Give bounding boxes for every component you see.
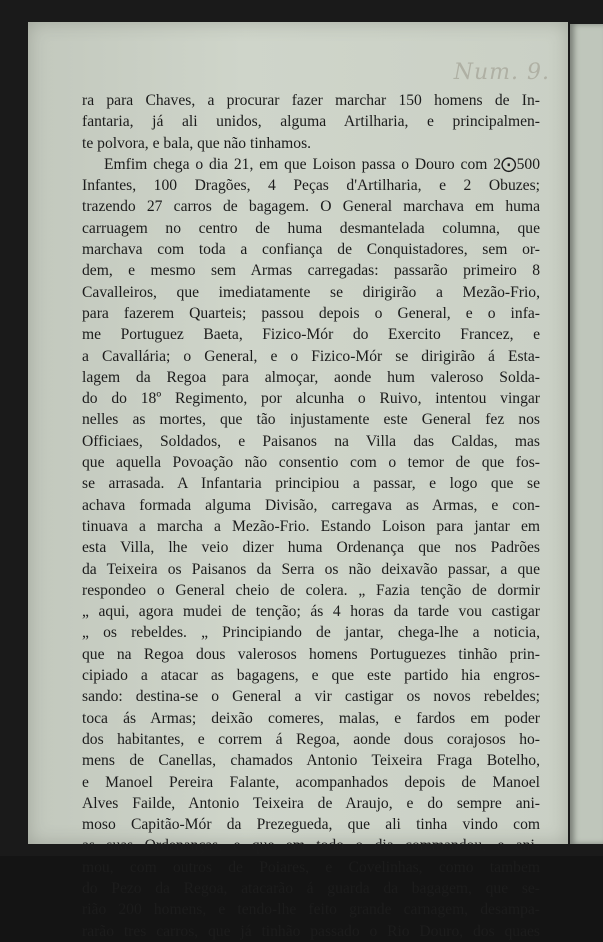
text-line: rião 200 homens, e tendo-lhe feito grande carnagem, desampa- — [82, 901, 540, 919]
text-line: moso Capitão-Mór da Prezegueda, que ali tinha vindo com — [82, 816, 540, 834]
text-line: trazendo 27 carros de bagagem. O General marchava em huma — [82, 198, 540, 216]
text-line: Officiaes, Soldados, e Paisanos na Villa das Caldas, mas — [82, 432, 540, 450]
text-line: que na Regoa dous valerosos homens Portuguezes tinhão prin- — [82, 645, 540, 663]
text-line: lagem da Regoa para almoçar, aonde hum valeroso Solda- — [82, 368, 540, 386]
text-line: Infantes, 100 Dragões, 4 Peças d'Artilharia, e 2 Obuzes; — [82, 177, 540, 195]
text-line: esta Villa, lhe veio dizer huma Ordenança que nos Padrões — [82, 539, 540, 557]
text-line: marchava com toda a confiança de Conquistadores, sem or- — [82, 241, 540, 259]
text-line: respondeo o General cheio de colera. „ Fazia tenção de dormir — [82, 581, 540, 599]
text-line: para fazerem Quarteis; passou depois o General, e o infa- — [82, 304, 540, 322]
text-line: mou, com outros de Poiares, e Covelinhas, como tambem — [82, 858, 540, 876]
text-line: „ os rebeldes. „ Principiando de jantar, chega-lhe a noticia, — [82, 624, 540, 642]
text-line: do Pezo da Regoa, atacarão á guarda da bagagem, que se- — [82, 879, 540, 897]
text-line: que aquella Povoação não consentio com o temor de que fos- — [82, 454, 540, 472]
text-line: fantaria, já ali unidos, alguma Artilharia, e principalmen- — [82, 113, 540, 131]
text-line: a Cavallária; o General, e o Fizico-Mór se dirigirão á Esta- — [82, 347, 540, 365]
text-line: Cavalleiros, que imediatamente se dirigirão a Mezão-Frio, — [82, 283, 540, 301]
text-line: dos habitantes, e correm á Regoa, aonde dous corajosos ho- — [82, 730, 540, 748]
text-line: dem, e mesmo sem Armas carregadas: passarão primeiro 8 — [82, 262, 540, 280]
text-line: „ aqui, agora mudei de tenção; ás 4 horas da tarde vou castigar — [82, 603, 540, 621]
body-text — [82, 90, 540, 942]
text-line: Emfim chega o dia 21, em que Loison passa o Douro com 2⨀500 — [104, 155, 540, 173]
text-line: mens de Canellas, chamados Antonio Teixeira Fraga Botelho, — [82, 752, 540, 770]
catchword-stamp: Num. 9. — [453, 60, 550, 85]
text-line: cipiado a atacar as bagagens, e que este partido hia engros- — [82, 667, 540, 685]
text-line: carruagem no centro de huma desmantelada columna, que — [82, 219, 540, 237]
text-line: da Teixeira os Paisanos da Serra os não deixavão passar, a que — [82, 560, 540, 578]
text-line: te polvora, e bala, que não tinhamos. — [82, 134, 312, 152]
text-line: se arrasada. A Infantaria principiou a passar, e logo que se — [82, 475, 540, 493]
text-line: me Portuguez Baeta, Fizico-Mór do Exercito Francez, e — [82, 326, 540, 344]
text-line: nelles as mortes, que tão injustamente este General fez nos — [82, 411, 540, 429]
text-line: rarão tres carros, que já tinhão passado o Rio Douro, dos quaes — [82, 922, 540, 940]
text-line: Alves Failde, Antonio Teixeira de Araujo, e do sempre ani- — [82, 794, 540, 812]
text-line: as suas Ordenanças, e que em todo o dia commandou, e ani- — [82, 837, 540, 855]
text-line: achava formada alguma Divisão, carregava as Armas, e con- — [82, 496, 540, 514]
text-line: ra para Chaves, a procurar fazer marchar 150 homens de In- — [82, 92, 540, 109]
adjacent-page-edge — [570, 24, 603, 844]
text-line: sando: destina-se o General a vir castigar os novos rebeldes; — [82, 688, 540, 706]
text-line: do do 18º Regimento, por alcunha o Ruivo, intentou vingar — [82, 390, 540, 408]
text-line: e Manoel Pereira Falante, acompanhados depois de Manoel — [82, 773, 540, 791]
text-line: toca ás Armas; deixão comeres, malas, e fardos em poder — [82, 709, 540, 727]
text-line: tinuava a marcha a Mezão-Frio. Estando Loison para jantar em — [82, 517, 540, 535]
